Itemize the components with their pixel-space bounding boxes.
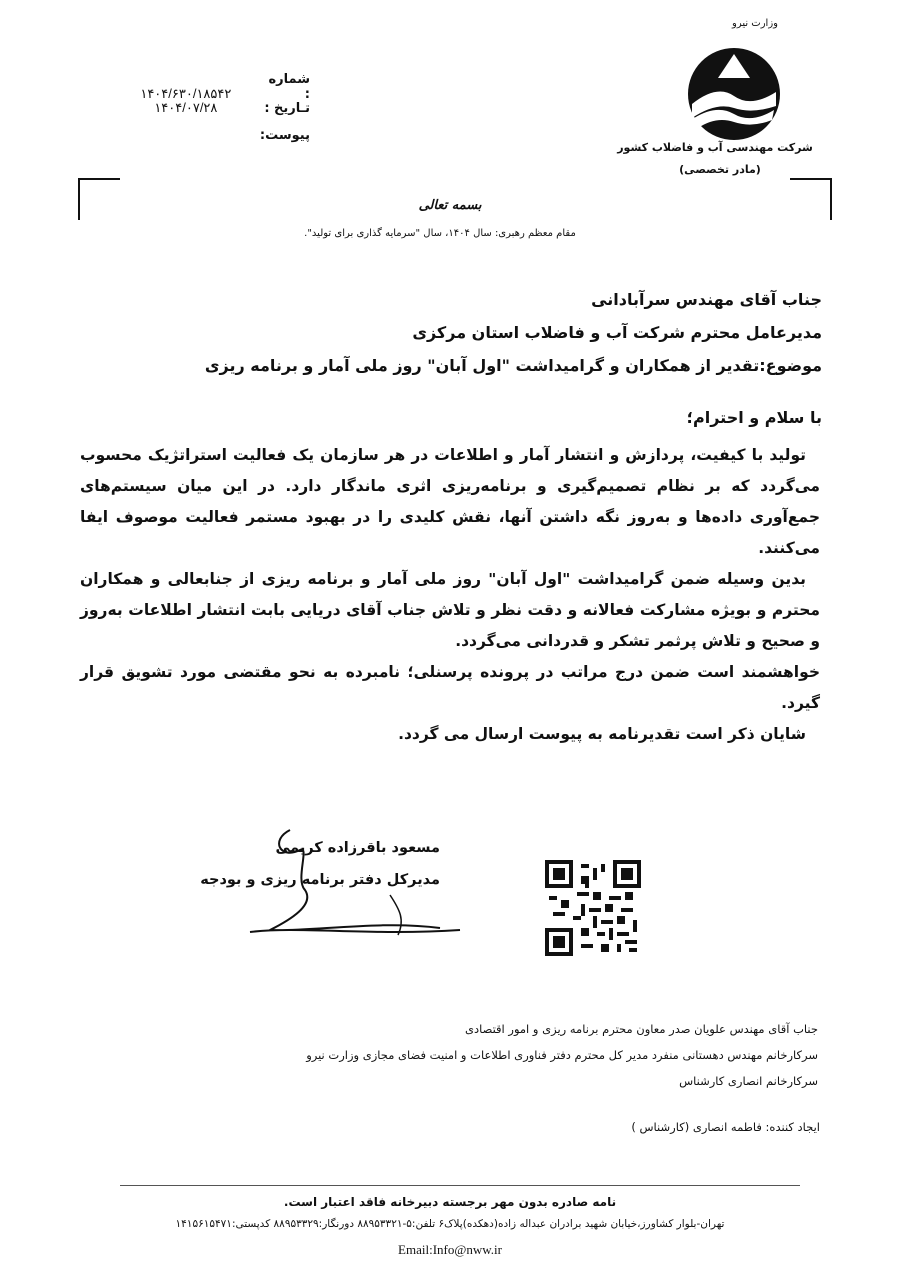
body-paragraph-1: تولید با کیفیت، پردازش و انتشار آمار و اطلاعات در هر سازمان یک فعالیت استراتژیک محسوب می‌گردد که بر نظام تصمیم‌گیری و برنامه‌ریزی اثری ماندگار دارد. در این میان سیستم‌های جمع‌آوری داده‌ها و به‌روز نگه داشتن آنها، نقش کلیدی را در بهبود مستمر فعالیت موصوف ایفا می‌کنند. xyxy=(80,446,820,557)
letter-date xyxy=(100,100,310,116)
frame-corner-top-left xyxy=(78,178,120,220)
signer-title: مدیرکل دفتر برنامه ریزی و بودجه xyxy=(200,872,440,888)
attachment-label: پیوست: xyxy=(259,128,310,143)
company-subtitle: (مادر تخصصی) xyxy=(679,163,761,176)
letter-subject: موضوع:تقدیر از همکاران و گرامیداشت "اول آبان" روز ملی آمار و برنامه ریزی xyxy=(204,356,822,375)
letter-attachment xyxy=(100,128,310,143)
date-value: ۱۴۰۴/۰۷/۲۸ xyxy=(154,100,218,115)
footer-address: تهران-بلوار کشاورز،خیابان شهید برادران عبداله زاده(دهکده)پلاک۶ تلفن:۵-۸۸۹۵۳۳۲۱ دورنگار:۸۸۹۵۳۳۲۹ کدپستی:۱۴۱۵۶۱۵۴۷۱ xyxy=(175,1218,725,1230)
letter-number xyxy=(100,72,310,102)
recipient-title: مدیرعامل محترم شرکت آب و فاضلاب استان مرکزی xyxy=(412,323,822,342)
body-paragraph-4: شایان ذکر است تقدیرنامه به پیوست ارسال می گردد. xyxy=(398,725,806,743)
company-name: شرکت مهندسی آب و فاضلاب کشور xyxy=(617,141,813,154)
recipient-name: جناب آقای مهندس سرآبادانی xyxy=(591,290,822,309)
signer-name: مسعود باقرزاده کریمی xyxy=(275,840,440,856)
ministry-name: وزارت نیرو xyxy=(731,18,778,29)
number-value: ۱۴۰۴/۶۳۰/۱۸۵۴۲ xyxy=(140,86,232,101)
cc-item-1: جناب آقای مهندس علویان صدر معاون محترم برنامه ریزی و امور اقتصادی xyxy=(464,1022,818,1036)
creator xyxy=(400,1120,820,1134)
number-label: شماره : xyxy=(268,72,310,102)
letter-body xyxy=(80,440,820,750)
leader-quote: مقام معظم رهبری: سال ۱۴۰۴، سال "سرمایه گذاری برای تولید". xyxy=(304,228,576,239)
bismillah: بسمه تعالی xyxy=(418,198,482,213)
body-paragraph-3: خواهشمند است ضمن درج مراتب در پرونده پرسنلی؛ نامبرده به نحو مقتضی مورد تشویق قرار گیرد. xyxy=(80,663,820,712)
frame-corner-top-right xyxy=(790,178,832,220)
qr-code xyxy=(545,860,641,956)
footer-validity-note: نامه صادره بدون مهر برجسته دبیرخانه فاقد اعتبار است. xyxy=(283,1195,617,1209)
creator-label: ایجاد کننده: xyxy=(765,1120,820,1134)
cc-item-2: سرکارخانم مهندس دهستانی منفرد مدیر کل محترم دفتر فناوری اطلاعات و امنیت فضای مجازی وزارت نیرو xyxy=(306,1048,818,1062)
creator-value: فاطمه انصاری (کارشناس ) xyxy=(631,1120,762,1134)
cc-item-3: سرکارخانم انصاری کارشناس xyxy=(679,1074,818,1088)
company-logo xyxy=(672,44,796,144)
body-paragraph-2: بدین وسیله ضمن گرامیداشت "اول آبان" روز ملی آمار و برنامه ریزی از جنابعالی و همکاران محترم و بویژه مشارکت فعالانه و دقت نظر و تلاش جناب آقای دریایی بابت انتشار اطلاعات به‌روز و صحیح و تلاش پرثمر تشکر و قدردانی می‌گردد. xyxy=(80,570,820,650)
greeting: با سلام و احترام؛ xyxy=(686,408,822,427)
date-label: تـاریخ : xyxy=(264,101,310,116)
footer-email: Email:Info@nww.ir xyxy=(398,1242,502,1257)
footer-divider xyxy=(120,1185,800,1186)
